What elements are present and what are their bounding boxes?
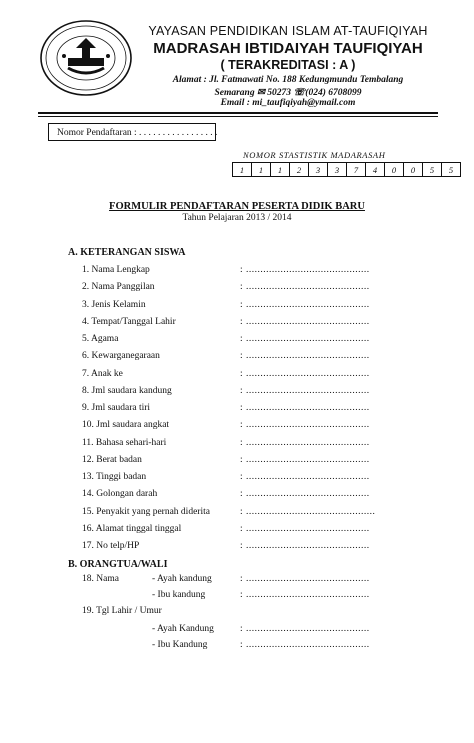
field-input[interactable]: : ........................................... (240, 524, 370, 534)
ibu-kandung-label: - Ibu kandung (152, 590, 206, 600)
nsm-digit: 1 (271, 163, 290, 177)
field-label: 1. Nama Lengkap (82, 265, 150, 275)
field-input[interactable]: : ........................................... (240, 541, 370, 551)
field-label: 4. Tempat/Tanggal Lahir (82, 317, 176, 327)
nsm-digit: 5 (423, 163, 442, 177)
field-input[interactable]: : ........................................... (240, 317, 370, 327)
section-a-heading: A. KETERANGAN SISWA (68, 247, 186, 258)
field-label: 13. Tinggi badan (82, 472, 147, 482)
nsm-digit: 0 (404, 163, 423, 177)
field-input[interactable]: : ........................................... (240, 438, 370, 448)
nsm-digit-table (232, 162, 461, 177)
ayah-kandung-field[interactable]: : ........................................... (240, 574, 370, 584)
academic-year: Tahun Pelajaran 2013 / 2014 (182, 213, 292, 223)
field-label: 3. Jenis Kelamin (82, 300, 146, 310)
field-label: 17. No telp/HP (82, 541, 140, 551)
field-label: 8. Jml saudara kandung (82, 386, 172, 396)
header-divider-thin (38, 116, 438, 117)
row-19-label: 19. Tgl Lahir / Umur (82, 606, 162, 616)
field-label: 16. Alamat tinggal tinggal (82, 524, 182, 534)
school-address: Alamat : Jl. Fatmawati No. 188 Kedungmundu Tembalang (172, 75, 404, 85)
nsm-digit: 0 (385, 163, 404, 177)
ibu-kandung-field[interactable]: : ........................................... (240, 590, 370, 600)
nsm-label: NOMOR STASTISTIK MADARASAH (243, 150, 386, 160)
ayah-kandung-dob-label: - Ayah Kandung (152, 624, 214, 634)
nsm-digit: 5 (442, 163, 461, 177)
field-input[interactable]: : ........................................... (240, 334, 370, 344)
nsm-digit: 1 (233, 163, 252, 177)
header-divider-thick (38, 112, 438, 114)
school-seal-logo-icon (38, 18, 134, 98)
school-city-phone: Semarang ✉ 50273 ☏(024) 6708099 (214, 88, 362, 98)
field-input[interactable]: : ........................................... (240, 351, 370, 361)
field-label: 2. Nama Panggilan (82, 282, 155, 292)
registration-number-field[interactable]: Nomor Pendaftaran : . . . . . . . . . . . . . . . . . (48, 123, 216, 141)
field-label: 5. Agama (82, 334, 119, 344)
nsm-digit: 2 (290, 163, 309, 177)
field-label: 11. Bahasa sehari-hari (82, 438, 167, 448)
ayah-kandung-dob-field[interactable]: : ........................................... (240, 624, 370, 634)
school-name: MADRASAH IBTIDAIYAH TAUFIQIYAH (153, 40, 423, 57)
ibu-kandung-dob-label: - Ibu Kandung (152, 640, 208, 650)
accreditation: ( TERAKREDITASI : A ) (220, 58, 356, 72)
field-input[interactable]: : ........................................... (240, 282, 370, 292)
field-input[interactable]: : ........................................... (240, 369, 370, 379)
field-input[interactable]: : ........................................... (240, 455, 370, 465)
field-input[interactable]: : ............................................. (240, 507, 376, 517)
section-b-heading: B. ORANGTUA/WALI (68, 559, 168, 570)
foundation-name: YAYASAN PENDIDIKAN ISLAM AT-TAUFIQIYAH (148, 24, 428, 38)
ibu-kandung-dob-field[interactable]: : ........................................... (240, 640, 370, 650)
field-input[interactable]: : ........................................... (240, 489, 370, 499)
field-label: 7. Anak ke (82, 369, 123, 379)
nsm-digit: 3 (328, 163, 347, 177)
form-title: FORMULIR PENDAFTARAN PESERTA DIDIK BARU (109, 201, 365, 212)
field-input[interactable]: : ........................................... (240, 386, 370, 396)
row-18-label: 18. Nama (82, 574, 119, 584)
field-label: 6. Kewarganegaraan (82, 351, 160, 361)
field-label: 15. Penyakit yang pernah diderita (82, 507, 210, 517)
field-input[interactable]: : ........................................... (240, 403, 370, 413)
field-label: 9. Jml saudara tiri (82, 403, 151, 413)
school-email: Email : mi_taufiqiyah@ymail.com (220, 98, 356, 108)
field-input[interactable]: : ........................................... (240, 472, 370, 482)
field-label: 10. Jml saudara angkat (82, 420, 170, 430)
field-label: 14. Golongan darah (82, 489, 158, 499)
nsm-digit: 1 (252, 163, 271, 177)
field-input[interactable]: : ........................................... (240, 265, 370, 275)
ayah-kandung-label: - Ayah kandung (152, 574, 212, 584)
field-input[interactable]: : ........................................... (240, 300, 370, 310)
field-label: 12. Berat badan (82, 455, 142, 465)
nsm-digit: 4 (366, 163, 385, 177)
nsm-digit: 3 (309, 163, 328, 177)
field-input[interactable]: : ........................................... (240, 420, 370, 430)
nsm-digit: 7 (347, 163, 366, 177)
